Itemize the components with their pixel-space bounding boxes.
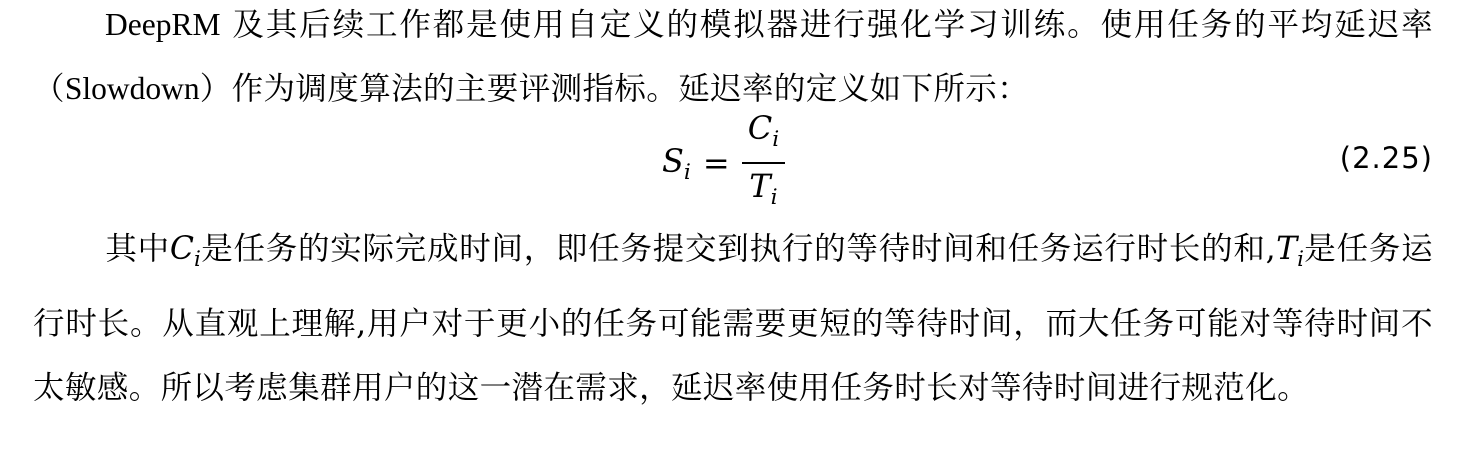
sub-i: i (1297, 246, 1304, 272)
paragraph-slowdown-explanation (33, 217, 1433, 420)
numerator (742, 109, 785, 164)
inline-var-t (1276, 231, 1304, 272)
text-runtime-explanation: 是任务运行时长。从直观上理解,用户对于更小的任务可能需要更短的等待时间，而大任务可能对等待时间不太敏感。所以考虑集群用户的这一潜在需求，延迟率使用任务时长对等待时间进行规范化。 (33, 231, 1433, 406)
text-definition-lead: ）作为调度算法的主要评测指标。延迟率的定义如下所示： (199, 71, 1030, 107)
inline-var-c (169, 231, 201, 272)
text-intro: 及其后续工作都是使用自定义的模拟器进行强化学习训练。使用任务的平均延迟率（ (33, 7, 1433, 107)
equation-number: (2.25) (1339, 141, 1433, 175)
text-completion-time: 是任务的实际完成时间，即任务提交到执行的等待时间和任务运行时长的和, (200, 231, 1277, 267)
var-c: C (747, 109, 773, 148)
equals-sign: = (702, 144, 730, 182)
sub-i: i (683, 159, 691, 185)
slowdown-formula (662, 109, 785, 210)
var-c: C (169, 231, 194, 267)
var-s: S (662, 141, 684, 180)
var-t: T (749, 167, 771, 205)
formula-lhs (662, 142, 691, 185)
denominator (743, 164, 783, 217)
sub-i: i (772, 127, 780, 152)
sub-i: i (770, 184, 778, 210)
sub-i: i (193, 246, 201, 272)
text-where: 其中 (105, 231, 170, 267)
var-t: T (1276, 231, 1298, 267)
term-slowdown: Slowdown (64, 71, 200, 106)
paragraph-slowdown-intro (33, 0, 1433, 121)
fraction (742, 109, 785, 217)
equation-block (0, 109, 1463, 210)
term-deeprm: DeepRM (105, 7, 221, 42)
